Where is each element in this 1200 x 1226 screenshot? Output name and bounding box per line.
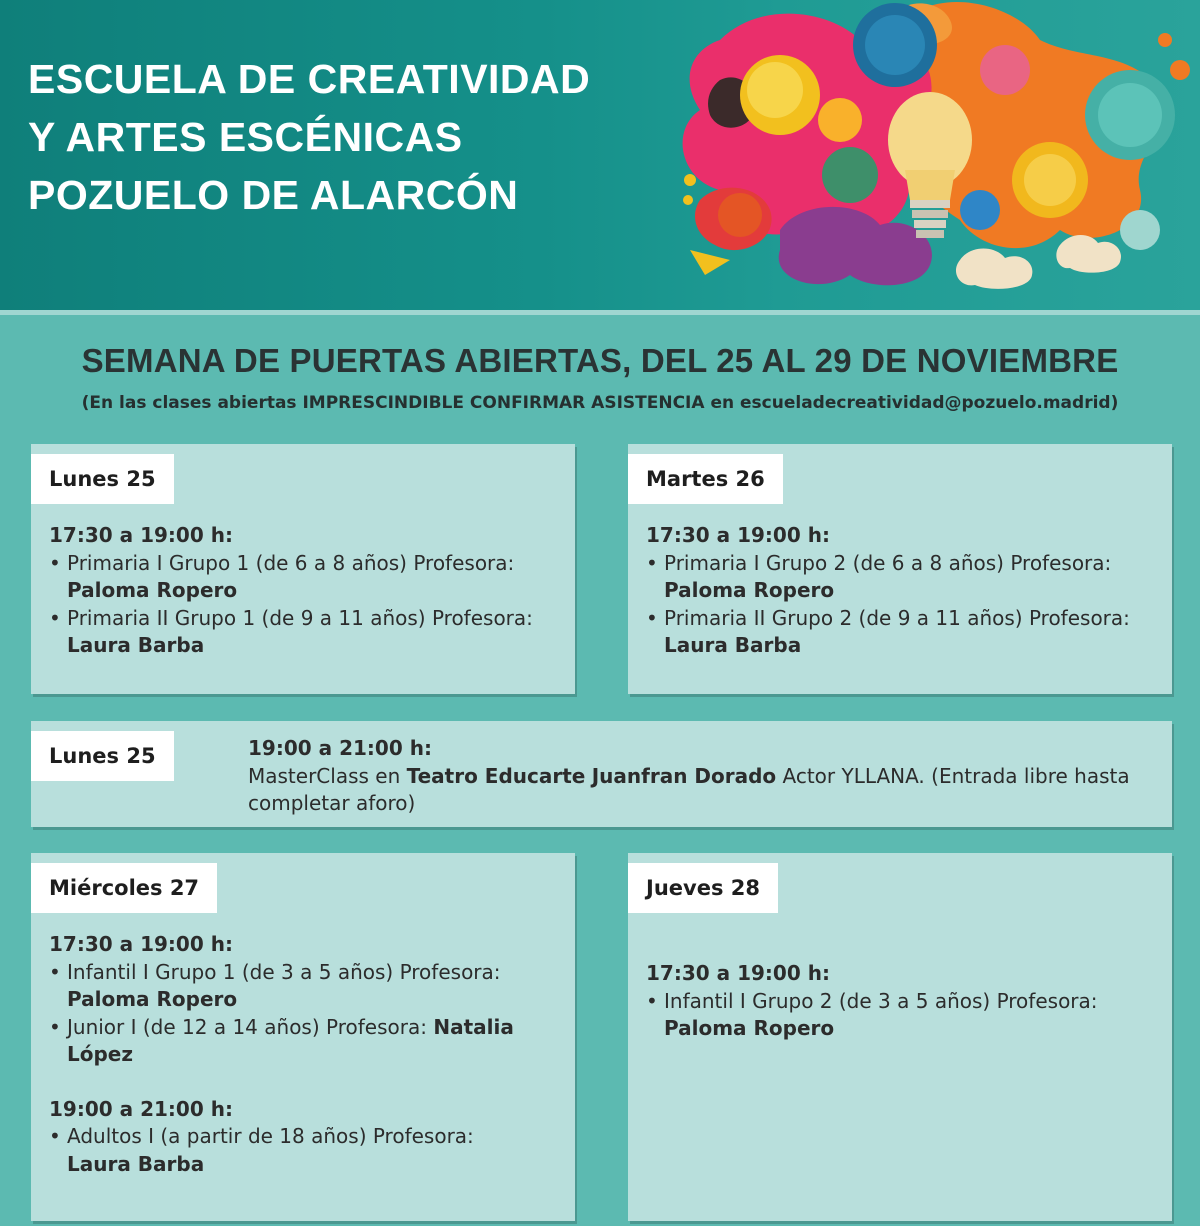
- schedule-content-masterclass: [248, 735, 1148, 818]
- time-slot: 19:00 a 21:00 h:: [248, 736, 432, 760]
- day-tag-lunes: Lunes 25: [31, 454, 174, 504]
- class-item: • Primaria II Grupo 2 (de 9 a 11 años) Profesora: Laura Barba: [646, 605, 1166, 660]
- teacher-name: Paloma Ropero: [67, 578, 238, 602]
- schedule-card-jueves: [628, 853, 1172, 1221]
- time-slot: 17:30 a 19:00 h:: [49, 932, 233, 956]
- schedule-card-martes: [628, 444, 1172, 694]
- masterclass-text: MasterClass en Teatro Educarte Juanfran Dorado Actor YLLANA. (Entrada libre hasta completar aforo): [248, 763, 1130, 815]
- time-slot: 19:00 a 21:00 h:: [49, 1096, 233, 1121]
- day-tag-masterclass: Lunes 25: [31, 731, 174, 781]
- teacher-name: Laura Barba: [664, 633, 802, 657]
- attendance-note: (En las clases abiertas IMPRESCINDIBLE CONFIRMAR ASISTENCIA en escueladecreatividad@pozuelo.madrid): [81, 393, 1119, 413]
- schedule-content-lunes: [49, 522, 569, 660]
- time-slot: 17:30 a 19:00 h:: [646, 961, 830, 985]
- header-divider: [0, 310, 1200, 315]
- teacher-name: Laura Barba: [67, 1151, 205, 1176]
- schedule-content-miercoles: [49, 931, 569, 1178]
- time-slot: 17:30 a 19:00 h:: [49, 523, 233, 547]
- open-week-title: SEMANA DE PUERTAS ABIERTAS, DEL 25 AL 29 DE NOVIEMBRE: [81, 342, 1119, 379]
- school-title-line-2: Y ARTES ESCÉNICAS: [28, 114, 463, 160]
- schedule-card-lunes: [31, 444, 575, 694]
- class-item: • Primaria II Grupo 1 (de 9 a 11 años) Profesora: Laura Barba: [49, 605, 569, 660]
- class-item: • Primaria I Grupo 1 (de 6 a 8 años) Profesora: Paloma Ropero: [49, 550, 569, 605]
- class-item: • Junior I (de 12 a 14 años) Profesora: Natalia López: [49, 1014, 569, 1069]
- day-tag-miercoles: Miércoles 27: [31, 863, 217, 913]
- school-title-line-3: POZUELO DE ALARCÓN: [28, 172, 519, 218]
- schedule-card-masterclass: [31, 721, 1172, 827]
- speaker-name: Juanfran Dorado: [591, 763, 777, 788]
- day-tag-jueves: Jueves 28: [628, 863, 778, 913]
- school-title-line-1: ESCUELA DE CREATIVIDAD: [28, 56, 591, 102]
- teacher-name: Paloma Ropero: [664, 578, 835, 602]
- header-banner: [0, 0, 1200, 310]
- venue-name: Teatro Educarte: [406, 763, 586, 788]
- company-note: YLLANA. (Entrada libre hasta completar aforo): [248, 763, 1130, 815]
- teacher-name: Paloma Ropero: [67, 987, 238, 1011]
- class-item: • Infantil I Grupo 1 (de 3 a 5 años) Profesora: Paloma Ropero: [49, 959, 569, 1014]
- teacher-name: Paloma Ropero: [664, 1016, 835, 1040]
- schedule-content-jueves: [646, 960, 1166, 1043]
- time-slot: 17:30 a 19:00 h:: [646, 523, 830, 547]
- class-item: • Primaria I Grupo 2 (de 6 a 8 años) Profesora: Paloma Ropero: [646, 550, 1166, 605]
- creativity-paper-art-illustration: [660, 0, 1200, 310]
- class-item: • Adultos I (a partir de 18 años) Profesora: Laura Barba: [49, 1123, 569, 1178]
- schedule-content-martes: [646, 522, 1166, 660]
- day-tag-martes: Martes 26: [628, 454, 783, 504]
- schedule-card-miercoles: [31, 853, 575, 1221]
- class-item: • Infantil I Grupo 2 (de 3 a 5 años) Profesora: Paloma Ropero: [646, 988, 1166, 1043]
- teacher-name: Natalia López: [67, 1014, 514, 1066]
- teacher-name: Laura Barba: [67, 633, 205, 657]
